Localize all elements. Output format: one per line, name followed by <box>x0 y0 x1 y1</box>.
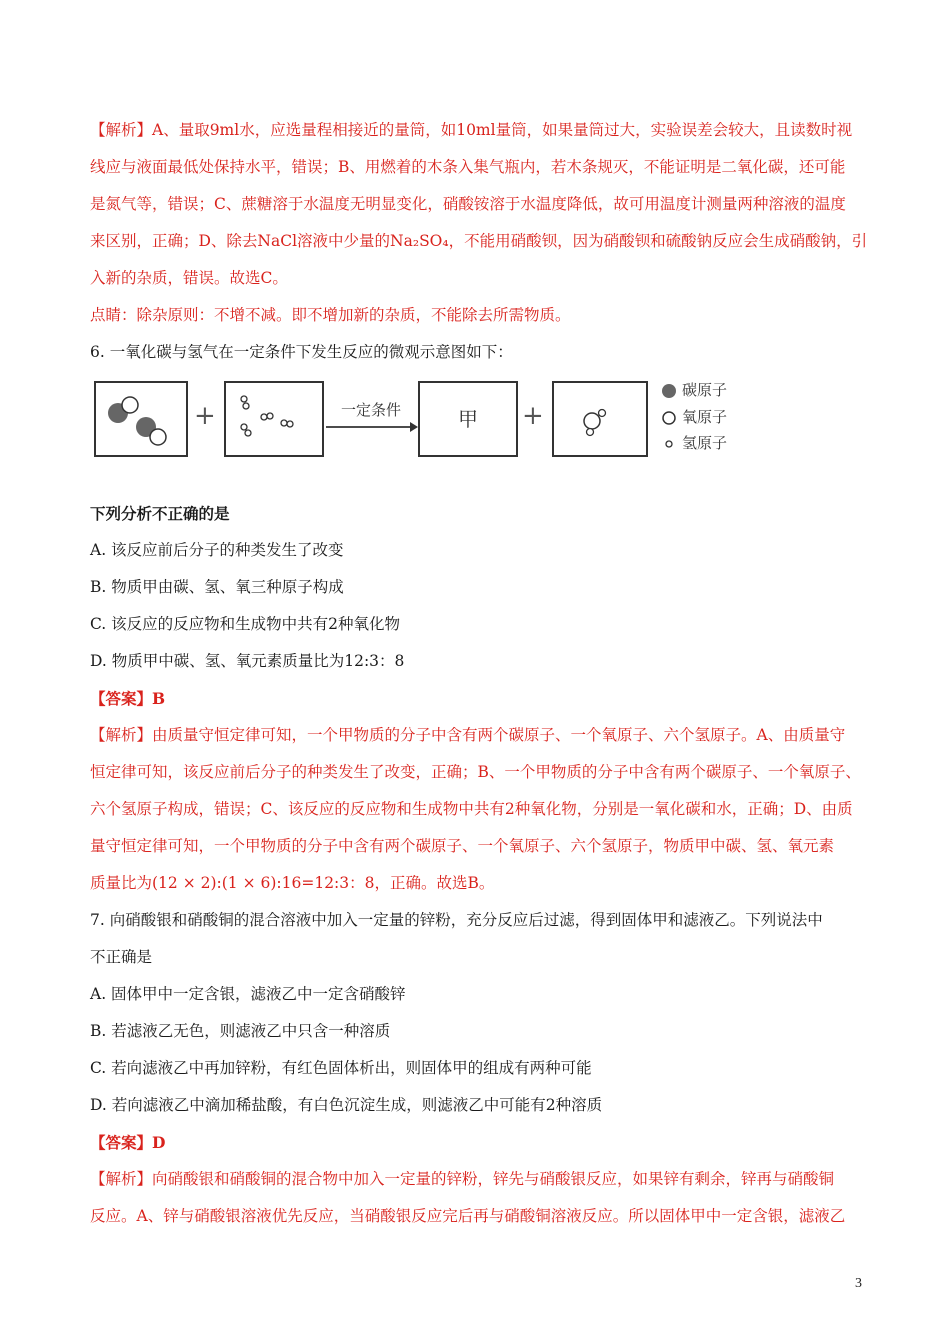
question-6-stem: 6. 一氧化碳与氢气在一定条件下发生反应的微观示意图如下： <box>90 343 513 361</box>
analysis-line: 质量比为(12 × 2):(1 × 6):16=12:3：8，正确。故选B。 <box>90 874 495 892</box>
legend-hydrogen: 氢原子 <box>682 434 728 452</box>
page-number: 3 <box>855 1276 862 1291</box>
analysis-line: 反应。A、锌与硝酸银溶液优先反应，当硝酸银反应完后再与硝酸铜溶液反应。所以固体甲中一定含银，滤液乙 <box>90 1207 846 1225</box>
legend-oxygen: 氧原子 <box>682 408 728 426</box>
arrow-label: 一定条件 <box>340 401 401 419</box>
analysis-line: 量守恒定律可知，一个甲物质的分子中含有两个碳原子、一个氧原子、六个氢原子，物质甲中碳、氢、氧元素 <box>90 837 835 855</box>
option-d: D. 物质甲中碳、氢、氧元素质量比为12:3：8 <box>90 652 405 670</box>
h2-molecules-icon <box>226 383 322 455</box>
reactant-co-box <box>94 381 188 457</box>
plus-sign: + <box>194 401 216 431</box>
option-b: B. 若滤液乙无色，则滤液乙中只含一种溶质 <box>90 1022 391 1040</box>
question-7-stem: 7. 向硝酸银和硝酸铜的混合溶液中加入一定量的锌粉，充分反应后过滤，得到固体甲和滤液乙。下列说法中 <box>90 911 823 929</box>
analysis-line: 入新的杂质，错误。故选C。 <box>90 269 288 287</box>
product-water-box <box>552 381 648 457</box>
analysis-line: 【解析】A、量取9ml水，应选量程相接近的量筒，如10ml量筒，如果量筒过大，实验误差会较大，且读数时视 <box>90 121 853 139</box>
option-c: C. 若向滤液乙中再加锌粉，有红色固体析出，则固体甲的组成有两种可能 <box>90 1059 592 1077</box>
question-7-stem: 不正确是 <box>90 948 153 966</box>
option-b: B. 物质甲由碳、氢、氧三种原子构成 <box>90 578 344 596</box>
water-molecule-icon <box>554 383 646 455</box>
analysis-line: 来区别，正确；D、除去NaCl溶液中少量的Na₂SO₄，不能用硝酸钡，因为硝酸钡和硫酸钠反应会生成硝酸钠，引 <box>90 232 868 250</box>
legend-carbon: 碳原子 <box>682 381 728 399</box>
answer-line: 【答案】B <box>90 689 166 708</box>
analysis-line: 六个氢原子构成，错误；C、该反应的反应物和生成物中共有2种氧化物，分别是一氧化碳和水，正确；D、由质 <box>90 800 853 818</box>
analysis-line: 线应与液面最低处保持水平，错误；B、用燃着的木条入集气瓶内，若木条规灭，不能证明是二氧化碳，还可能 <box>90 158 846 176</box>
plus-sign: + <box>522 401 544 431</box>
product-jia-label: 甲 <box>458 407 478 431</box>
analysis-line: 【解析】由质量守恒定律可知，一个甲物质的分子中含有两个碳原子、一个氧原子、六个氢原子。A、由质量守 <box>90 726 846 744</box>
analysis-line: 是氮气等，错误；C、蔗糖溶于水温度无明显变化，硝酸铵溶于水温度降低，故可用温度计测量两种溶液的温度 <box>90 195 846 213</box>
legend-icons <box>660 381 680 461</box>
option-c: C. 该反应的反应物和生成物中共有2种氧化物 <box>90 615 401 633</box>
option-a: A. 固体甲中一定含银，滤液乙中一定含硝酸锌 <box>90 985 406 1003</box>
analysis-line: 恒定律可知，该反应前后分子的种类发生了改变，正确；B、一个甲物质的分子中含有两个碳原子、一个氧原子、 <box>90 763 861 781</box>
option-d: D. 若向滤液乙中滴加稀盐酸，有白色沉淀生成，则滤液乙中可能有2种溶质 <box>90 1096 603 1114</box>
analysis-line: 【解析】向硝酸银和硝酸铜的混合物中加入一定量的锌粉，锌先与硝酸银反应，如果锌有剩余，锌再与硝酸铜 <box>90 1170 835 1188</box>
document-page <box>90 112 870 1235</box>
answer-line: 【答案】D <box>90 1133 166 1152</box>
tip-line: 点睛：除杂原则：不增不减。即不增加新的杂质，不能除去所需物质。 <box>90 306 571 324</box>
product-jia-box <box>418 381 518 457</box>
reaction-diagram <box>90 377 870 477</box>
question-6-prompt: 下列分析不正确的是 <box>90 504 230 523</box>
option-a: A. 该反应前后分子的种类发生了改变 <box>90 541 344 559</box>
reactant-h2-box <box>224 381 324 457</box>
co-molecules-icon <box>96 383 186 455</box>
arrow-icon <box>326 421 418 433</box>
